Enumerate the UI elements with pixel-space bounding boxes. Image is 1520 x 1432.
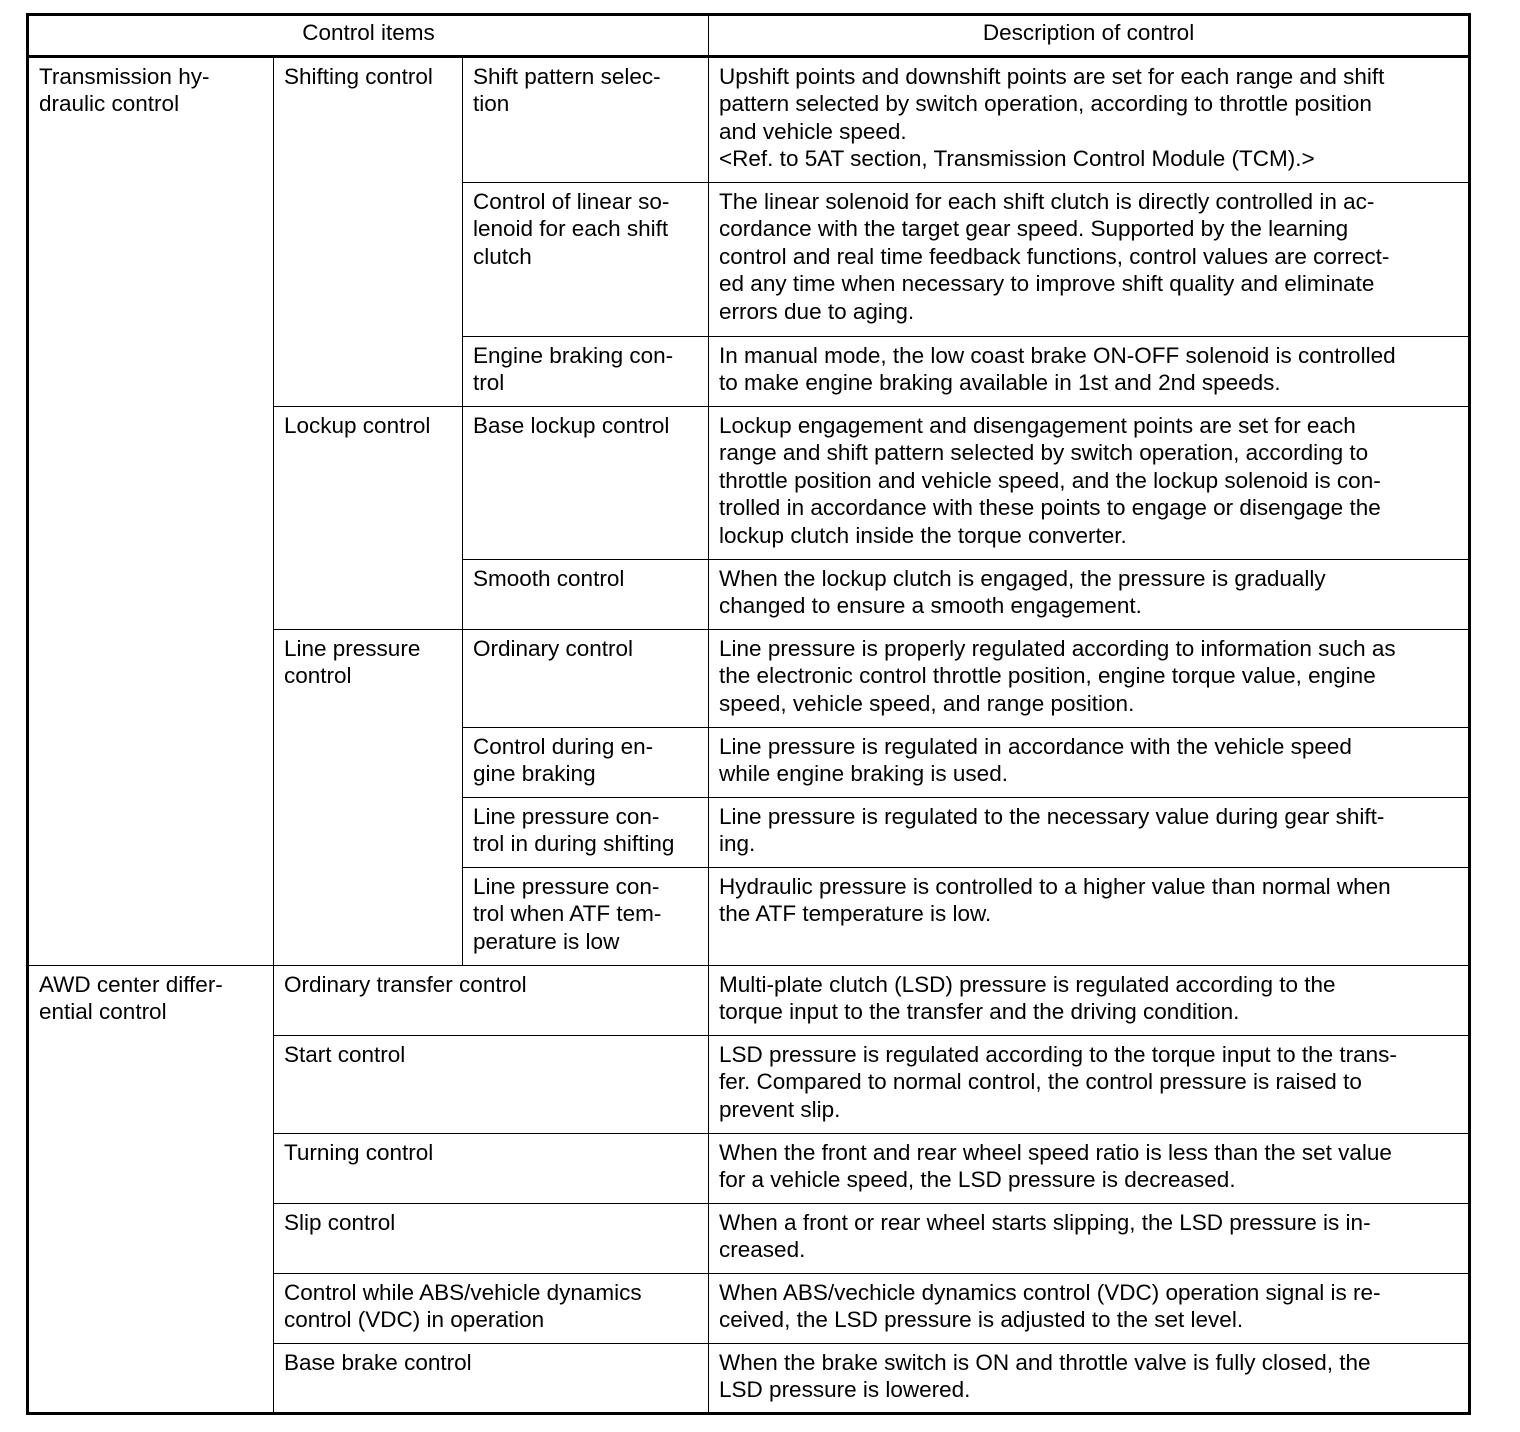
item-cell: Control while ABS/vehicle dynamics control (VDC) in operation [274,1273,709,1343]
description-cell: When the brake switch is ON and throttle valve is fully closed, the LSD pressure is lowered. [709,1343,1470,1413]
item-cell: Slip control [274,1203,709,1273]
subgroup-cell-shifting: Shifting control [274,56,463,406]
item-cell: Ordinary transfer control [274,965,709,1035]
item-cell: Line pressure con- trol when ATF tem- perature is low [463,867,709,965]
control-table [26,13,1471,1415]
item-cell: Line pressure con- trol in during shifting [463,797,709,867]
description-cell: When ABS/vechicle dynamics control (VDC) operation signal is re- ceived, the LSD pressure is adjusted to the set level. [709,1273,1470,1343]
item-cell: Smooth control [463,559,709,629]
header-description: Description of control [709,15,1470,57]
item-cell: Engine braking con- trol [463,336,709,406]
item-cell: Control during en- gine braking [463,727,709,797]
item-cell: Control of linear so- lenoid for each shift clutch [463,182,709,336]
item-cell: Shift pattern selec- tion [463,56,709,182]
item-cell: Start control [274,1035,709,1133]
table-row [28,965,1470,1035]
description-cell: When the lockup clutch is engaged, the pressure is gradually changed to ensure a smooth engagement. [709,559,1470,629]
group-cell-transmission: Transmission hy- draulic control [28,56,274,965]
table-row [28,56,1470,182]
description-cell: Upshift points and downshift points are set for each range and shift pattern selected by switch operation, according to throttle position and vehicle speed. <Ref. to 5AT section, Transmission Control Module (TCM).> [709,56,1470,182]
subgroup-cell-line-pressure: Line pressure control [274,629,463,965]
header-row [28,15,1470,57]
group-cell-awd: AWD center differ- ential control [28,965,274,1413]
subgroup-cell-lockup: Lockup control [274,406,463,629]
item-cell: Turning control [274,1133,709,1203]
item-cell: Base brake control [274,1343,709,1413]
header-control-items: Control items [28,15,709,57]
description-cell: In manual mode, the low coast brake ON-OFF solenoid is controlled to make engine braking available in 1st and 2nd speeds. [709,336,1470,406]
description-cell: Line pressure is properly regulated according to information such as the electronic control throttle position, engine torque value, engine speed, vehicle speed, and range position. [709,629,1470,727]
description-cell: Line pressure is regulated in accordance with the vehicle speed while engine braking is used. [709,727,1470,797]
description-cell: Line pressure is regulated to the necessary value during gear shift- ing. [709,797,1470,867]
item-cell: Ordinary control [463,629,709,727]
description-cell: Hydraulic pressure is controlled to a higher value than normal when the ATF temperature is low. [709,867,1470,965]
description-cell: Multi-plate clutch (LSD) pressure is regulated according to the torque input to the transfer and the driving condition. [709,965,1470,1035]
description-cell: LSD pressure is regulated according to the torque input to the trans- fer. Compared to normal control, the control pressure is raised to prevent slip. [709,1035,1470,1133]
description-cell: The linear solenoid for each shift clutch is directly controlled in ac- cordance with the target gear speed. Supported by the learning control and real time feedback functions, control values are correct- ed any time when necessary to improve shift quality and eliminate errors due to aging. [709,182,1470,336]
description-cell: When the front and rear wheel speed ratio is less than the set value for a vehicle speed, the LSD pressure is decreased. [709,1133,1470,1203]
description-cell: When a front or rear wheel starts slipping, the LSD pressure is in- creased. [709,1203,1470,1273]
description-cell: Lockup engagement and disengagement points are set for each range and shift pattern selected by switch operation, according to throttle position and vehicle speed, and the lockup solenoid is con- trolled in accordance with these points to engage or disengage the lockup clutch inside the torque converter. [709,406,1470,559]
item-cell: Base lockup control [463,406,709,559]
